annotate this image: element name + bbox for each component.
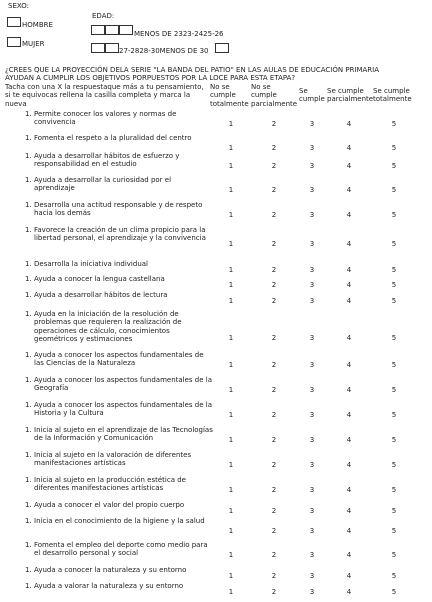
score-option-1[interactable]: 1 [228,162,234,170]
item-text: Inicia al sujeto en el aprendizaje de las Tecnologías de la Información y Comunicación [34,426,213,443]
item-text: Favorece la creación de un clima propicio para la libertad personal, el aprendizaje y la convivencia [34,226,206,243]
item-text: Ayuda a conocer los aspectos fundamentales de las Ciencias de la Naturaleza [34,351,204,368]
item-number: 1. [25,260,32,268]
score-option-2[interactable]: 2 [271,144,277,152]
edad-row2-labels: 27-2828-30MENOS DE 30 [119,47,209,55]
score-option-3[interactable]: 3 [309,436,315,444]
score-option-3[interactable]: 3 [309,588,315,596]
item-text: Ayuda a conocer la naturaleza y su entorno [34,566,187,574]
score-option-5[interactable]: 5 [391,266,397,274]
item-text: Inicia en el conocimiento de la higiene y la salud [34,517,205,525]
item-text: Desarrolla la iniciativa individual [34,260,148,268]
item-number: 1. [25,566,32,574]
item-number: 1. [25,476,32,484]
item-text: Fomenta el empleo del deporte como medio para el desarrollo personal y social [34,541,208,558]
item-number: 1. [25,176,32,184]
score-option-1[interactable]: 1 [228,386,234,394]
column-header-3: Se cumple [299,87,325,104]
score-option-1[interactable]: 1 [228,144,234,152]
score-option-4[interactable]: 4 [346,334,352,342]
score-option-5[interactable]: 5 [391,240,397,248]
score-option-5[interactable]: 5 [391,120,397,128]
score-option-2[interactable]: 2 [271,386,277,394]
score-option-2[interactable]: 2 [271,588,277,596]
score-option-2[interactable]: 2 [271,461,277,469]
column-header-2: No se cumple parcialmente [251,83,298,108]
score-option-2[interactable]: 2 [271,361,277,369]
score-option-3[interactable]: 3 [309,411,315,419]
score-option-4[interactable]: 4 [346,527,352,535]
score-option-1[interactable]: 1 [228,281,234,289]
score-option-5[interactable]: 5 [391,211,397,219]
score-option-4[interactable]: 4 [346,551,352,559]
score-option-1[interactable]: 1 [228,334,234,342]
score-option-4[interactable]: 4 [346,144,352,152]
score-option-4[interactable]: 4 [346,588,352,596]
score-option-5[interactable]: 5 [391,186,397,194]
score-option-5[interactable]: 5 [391,527,397,535]
score-option-5[interactable]: 5 [391,588,397,596]
score-option-5[interactable]: 5 [391,144,397,152]
score-option-3[interactable]: 3 [309,144,315,152]
score-option-5[interactable]: 5 [391,361,397,369]
score-option-5[interactable]: 5 [391,281,397,289]
instructions: Tacha con una X la respuestaque más a tu pensamiento, si te equivocas rellena la casilla completa y marca la nueva [5,83,204,108]
item-text: Ayuda a conocer el valor del propio cuerpo [34,501,185,509]
score-option-1[interactable]: 1 [228,297,234,305]
edad-checkbox-25-26[interactable] [119,25,133,35]
score-option-2[interactable]: 2 [271,334,277,342]
score-option-1[interactable]: 1 [228,588,234,596]
score-option-3[interactable]: 3 [309,266,315,274]
item-number: 1. [25,501,32,509]
column-header-1: No se cumple totalmente [210,83,249,108]
score-option-4[interactable]: 4 [346,411,352,419]
score-option-3[interactable]: 3 [309,186,315,194]
score-option-1[interactable]: 1 [228,461,234,469]
score-option-1[interactable]: 1 [228,211,234,219]
score-option-3[interactable]: 3 [309,572,315,580]
column-header-4: Se cumple parcialmente [327,87,374,104]
score-option-1[interactable]: 1 [228,120,234,128]
score-option-1[interactable]: 1 [228,572,234,580]
score-option-3[interactable]: 3 [309,240,315,248]
score-option-2[interactable]: 2 [271,411,277,419]
item-number: 1. [25,291,32,299]
score-option-3[interactable]: 3 [309,361,315,369]
score-option-4[interactable]: 4 [346,240,352,248]
item-text: Ayuda a desarrollar la curiosidad por el aprendizaje [34,176,172,193]
score-option-4[interactable]: 4 [346,162,352,170]
score-option-4[interactable]: 4 [346,266,352,274]
item-number: 1. [25,582,32,590]
item-text: Inicia al sujeto en la valoración de diferentes manifestaciones artísticas [34,451,192,468]
item-number: 1. [25,275,32,283]
item-text: Ayuda a desarrollar hábitos de esfuerzo y responsabilidad en el estudio [34,152,180,169]
hombre-checkbox[interactable] [7,17,21,27]
score-option-1[interactable]: 1 [228,240,234,248]
edad-checkbox-23-24[interactable] [105,25,119,35]
item-number: 1. [25,201,32,209]
item-text: Ayuda a conocer los aspectos fundamentales de la Geografía [34,376,213,393]
score-option-1[interactable]: 1 [228,436,234,444]
item-text: Ayuda a conocer la lengua castellana [34,275,165,283]
score-option-3[interactable]: 3 [309,527,315,535]
score-option-3[interactable]: 3 [309,486,315,494]
score-option-3[interactable]: 3 [309,120,315,128]
item-number: 1. [25,376,32,384]
score-option-5[interactable]: 5 [391,572,397,580]
score-option-3[interactable]: 3 [309,507,315,515]
score-option-3[interactable]: 3 [309,162,315,170]
score-option-1[interactable]: 1 [228,186,234,194]
score-option-1[interactable]: 1 [228,551,234,559]
score-option-3[interactable]: 3 [309,281,315,289]
score-option-4[interactable]: 4 [346,507,352,515]
score-option-5[interactable]: 5 [391,436,397,444]
edad-checkbox-28-30[interactable] [105,43,119,53]
score-option-4[interactable]: 4 [346,297,352,305]
item-number: 1. [25,401,32,409]
score-option-4[interactable]: 4 [346,361,352,369]
item-text: Inicia al sujeto en la producción estética de diferentes manifestaciones artísticas [34,476,186,493]
item-text: Ayuda a conocer los aspectos fundamentales de la Historia y la Cultura [34,401,213,418]
score-option-5[interactable]: 5 [391,507,397,515]
score-option-5[interactable]: 5 [391,334,397,342]
score-option-2[interactable]: 2 [271,527,277,535]
column-header-5: Se cumple totalmente [373,87,412,104]
score-option-4[interactable]: 4 [346,436,352,444]
question-title-line2: AYUDAN A CUMPLIR LOS OBJETIVOS PORPUESTOS POR LA LOCE PARA ESTA ETAPA? [5,74,296,82]
score-option-1[interactable]: 1 [228,486,234,494]
item-number: 1. [25,226,32,234]
score-option-4[interactable]: 4 [346,281,352,289]
score-option-2[interactable]: 2 [271,240,277,248]
item-text: Desarrolla una actitud responsable y de respeto hacia los demás [34,201,203,218]
hombre-label: HOMBRE [22,21,53,29]
item-number: 1. [25,110,32,118]
score-option-5[interactable]: 5 [391,162,397,170]
item-number: 1. [25,426,32,434]
score-option-4[interactable]: 4 [346,486,352,494]
score-option-3[interactable]: 3 [309,297,315,305]
score-option-2[interactable]: 2 [271,297,277,305]
score-option-3[interactable]: 3 [309,334,315,342]
score-option-4[interactable]: 4 [346,461,352,469]
score-option-5[interactable]: 5 [391,297,397,305]
score-option-2[interactable]: 2 [271,266,277,274]
score-option-5[interactable]: 5 [391,551,397,559]
score-option-3[interactable]: 3 [309,386,315,394]
score-option-2[interactable]: 2 [271,211,277,219]
score-option-1[interactable]: 1 [228,411,234,419]
score-option-4[interactable]: 4 [346,572,352,580]
item-number: 1. [25,351,32,359]
item-text: Ayuda a desarrollar hábitos de lectura [34,291,168,299]
mujer-checkbox[interactable] [7,37,21,47]
score-option-3[interactable]: 3 [309,461,315,469]
edad-row1-labels: MENOS DE 2323-2425-26 [134,30,224,38]
score-option-2[interactable]: 2 [271,436,277,444]
item-number: 1. [25,517,32,525]
score-option-2[interactable]: 2 [271,572,277,580]
edad-checkbox-menos-23[interactable] [91,25,105,35]
score-option-2[interactable]: 2 [271,507,277,515]
score-option-3[interactable]: 3 [309,551,315,559]
mujer-label: MUJER [22,40,45,48]
score-option-4[interactable]: 4 [346,386,352,394]
item-number: 1. [25,152,32,160]
score-option-4[interactable]: 4 [346,186,352,194]
item-number: 1. [25,541,32,549]
score-option-4[interactable]: 4 [346,211,352,219]
score-option-3[interactable]: 3 [309,211,315,219]
score-option-1[interactable]: 1 [228,507,234,515]
score-option-5[interactable]: 5 [391,386,397,394]
edad-checkbox-27-28[interactable] [91,43,105,53]
item-number: 1. [25,451,32,459]
score-option-2[interactable]: 2 [271,186,277,194]
edad-checkbox-mas-30[interactable] [215,43,229,53]
score-option-1[interactable]: 1 [228,361,234,369]
score-option-1[interactable]: 1 [228,266,234,274]
score-option-5[interactable]: 5 [391,461,397,469]
item-number: 1. [25,134,32,142]
score-option-2[interactable]: 2 [271,162,277,170]
score-option-2[interactable]: 2 [271,551,277,559]
score-option-2[interactable]: 2 [271,120,277,128]
score-option-5[interactable]: 5 [391,411,397,419]
score-option-1[interactable]: 1 [228,527,234,535]
score-option-5[interactable]: 5 [391,486,397,494]
sexo-label: SEXO: [8,2,29,10]
item-text: Permite conocer los valores y normas de convivencia [34,110,177,127]
item-text: Ayuda en la iniciación de la resolución de problemas que requieren la realización de operaciones de cálculo, conocimientos geométricos y estimaciones [34,310,182,343]
score-option-2[interactable]: 2 [271,486,277,494]
score-option-4[interactable]: 4 [346,120,352,128]
score-option-2[interactable]: 2 [271,281,277,289]
item-text: Ayuda a valorar la naturaleza y su entorno [34,582,184,590]
item-text: Fomenta el respeto a la pluralidad del centro [34,134,192,142]
question-title-line1: ¿CREES QUE LA PROYECCIÓN DELA SERIE "LA BANDA DEL PATIO" EN LAS AULAS DE EDUCACIÓN PRIMARIA [5,66,380,74]
edad-label: EDAD: [92,12,115,20]
item-number: 1. [25,310,32,318]
